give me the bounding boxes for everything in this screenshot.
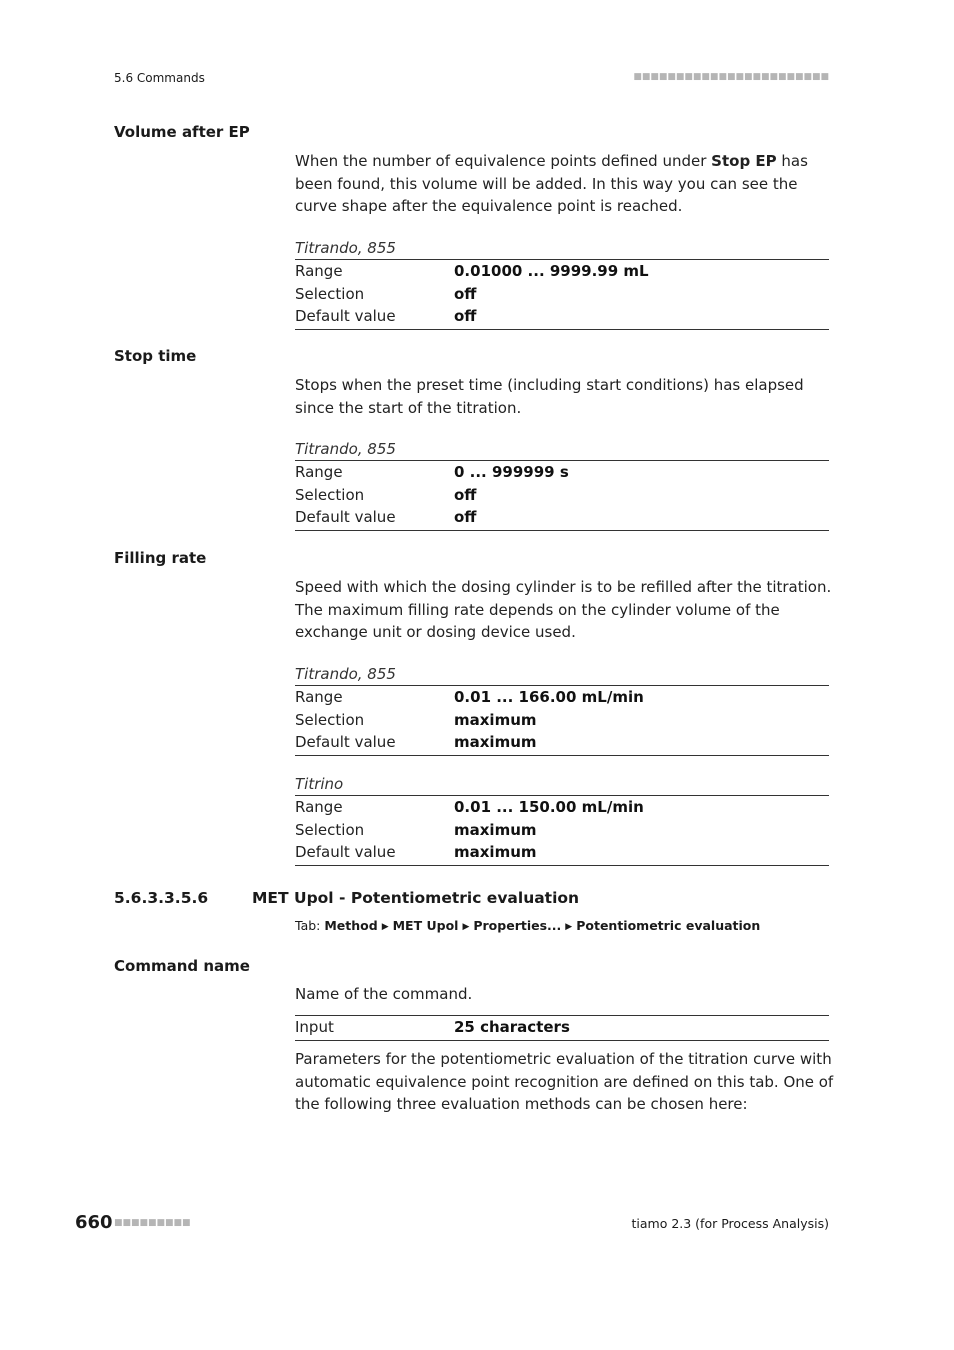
- row-value: 0.01 ... 166.00 mL/min: [454, 688, 644, 706]
- footer-product: tiamo 2.3 (for Process Analysis): [631, 1216, 829, 1231]
- table-row: [295, 283, 829, 306]
- table-row: [295, 796, 829, 819]
- tab-path-item: Properties...: [473, 918, 562, 933]
- row-key: Input: [295, 1018, 334, 1036]
- table-row: [295, 461, 829, 484]
- row-value: off: [454, 485, 477, 504]
- row-value: maximum: [454, 820, 537, 839]
- row-key: Range: [295, 798, 343, 816]
- table-stop-time: [295, 438, 829, 531]
- section-title: MET Upol - Potentiometric evaluation: [252, 889, 580, 907]
- table-row: [295, 819, 829, 842]
- row-value: maximum: [454, 710, 537, 729]
- table-row: [295, 709, 829, 732]
- term-filling-rate: Filling rate: [114, 549, 207, 567]
- term-volume-after-ep: Volume after EP: [114, 123, 250, 141]
- desc-volume-after-ep: [295, 150, 835, 218]
- page-number: 660: [75, 1212, 113, 1233]
- desc-command-name: Name of the command.: [295, 985, 473, 1003]
- row-key: Default value: [295, 508, 396, 526]
- row-key: Default value: [295, 307, 396, 325]
- running-header-section: 5.6 Commands: [114, 71, 205, 85]
- row-key: Selection: [295, 284, 365, 303]
- header-dots: ■■■■■■■■■■■■■■■■■■■■■■■: [633, 72, 829, 82]
- table-caption: Titrando, 855: [295, 440, 396, 458]
- table-row: [295, 1016, 829, 1039]
- row-key: Default value: [295, 843, 396, 861]
- row-key: Range: [295, 463, 343, 481]
- footer-dots: ■■■■■■■■■: [114, 1218, 191, 1228]
- desc-text: When the number of equivalence points defined under: [295, 152, 712, 170]
- desc-stop-time: Stops when the preset time (including start conditions) has elapsed since the start of the titration.: [295, 376, 804, 417]
- tab-path: [295, 918, 760, 933]
- row-value: off: [454, 284, 477, 303]
- tab-path-item: MET Upol: [392, 918, 459, 933]
- term-command-name: Command name: [114, 957, 250, 975]
- row-key: Default value: [295, 733, 396, 751]
- row-key: Selection: [295, 485, 365, 504]
- section-number: 5.6.3.3.5.6: [114, 889, 209, 907]
- arrow-right-icon: ▶: [462, 922, 470, 932]
- table-volume-after-ep: [295, 237, 829, 330]
- desc-text: has been found, this volume will be added. In this way you can see the curve shape after the equivalence point is reached.: [295, 152, 808, 216]
- row-value: 0.01 ... 150.00 mL/min: [454, 798, 644, 816]
- para-evaluation-methods: Parameters for the potentiometric evaluation of the titration curve with automatic equivalence point recognition are defined on this tab. One of the following three evaluation methods can be chosen here:: [295, 1050, 834, 1114]
- table-row: [295, 731, 829, 754]
- row-value: 25 characters: [454, 1018, 570, 1036]
- table-caption: Titrino: [295, 775, 344, 793]
- row-value: maximum: [454, 733, 537, 751]
- table-row: [295, 686, 829, 709]
- arrow-right-icon: ▶: [381, 922, 389, 932]
- row-key: Selection: [295, 710, 365, 729]
- tab-prefix: Tab:: [295, 918, 321, 933]
- tab-path-item: Method: [324, 918, 378, 933]
- row-key: Selection: [295, 820, 365, 839]
- desc-filling-rate: Speed with which the dosing cylinder is to be refilled after the titration. The maximum filling rate depends on the cylinder volume of the exchange unit or dosing device used.: [295, 578, 832, 642]
- row-key: Range: [295, 262, 343, 280]
- row-value: off: [454, 307, 477, 325]
- desc-bold: Stop EP: [711, 152, 777, 170]
- table-filling-rate-titrando: [295, 663, 829, 756]
- table-row: [295, 484, 829, 507]
- tab-path-item: Potentiometric evaluation: [576, 918, 761, 933]
- table-command-name: [295, 1015, 829, 1041]
- table-filling-rate-titrino: [295, 773, 829, 866]
- table-caption: Titrando, 855: [295, 665, 396, 683]
- term-stop-time: Stop time: [114, 347, 197, 365]
- row-value: 0 ... 999999 s: [454, 463, 569, 481]
- table-row: [295, 260, 829, 283]
- row-key: Range: [295, 688, 343, 706]
- row-value: maximum: [454, 843, 537, 861]
- table-caption: Titrando, 855: [295, 239, 396, 257]
- table-row: [295, 506, 829, 529]
- table-row: [295, 841, 829, 864]
- row-value: 0.01000 ... 9999.99 mL: [454, 262, 649, 280]
- row-value: off: [454, 508, 477, 526]
- arrow-right-icon: ▶: [565, 922, 573, 932]
- table-row: [295, 305, 829, 328]
